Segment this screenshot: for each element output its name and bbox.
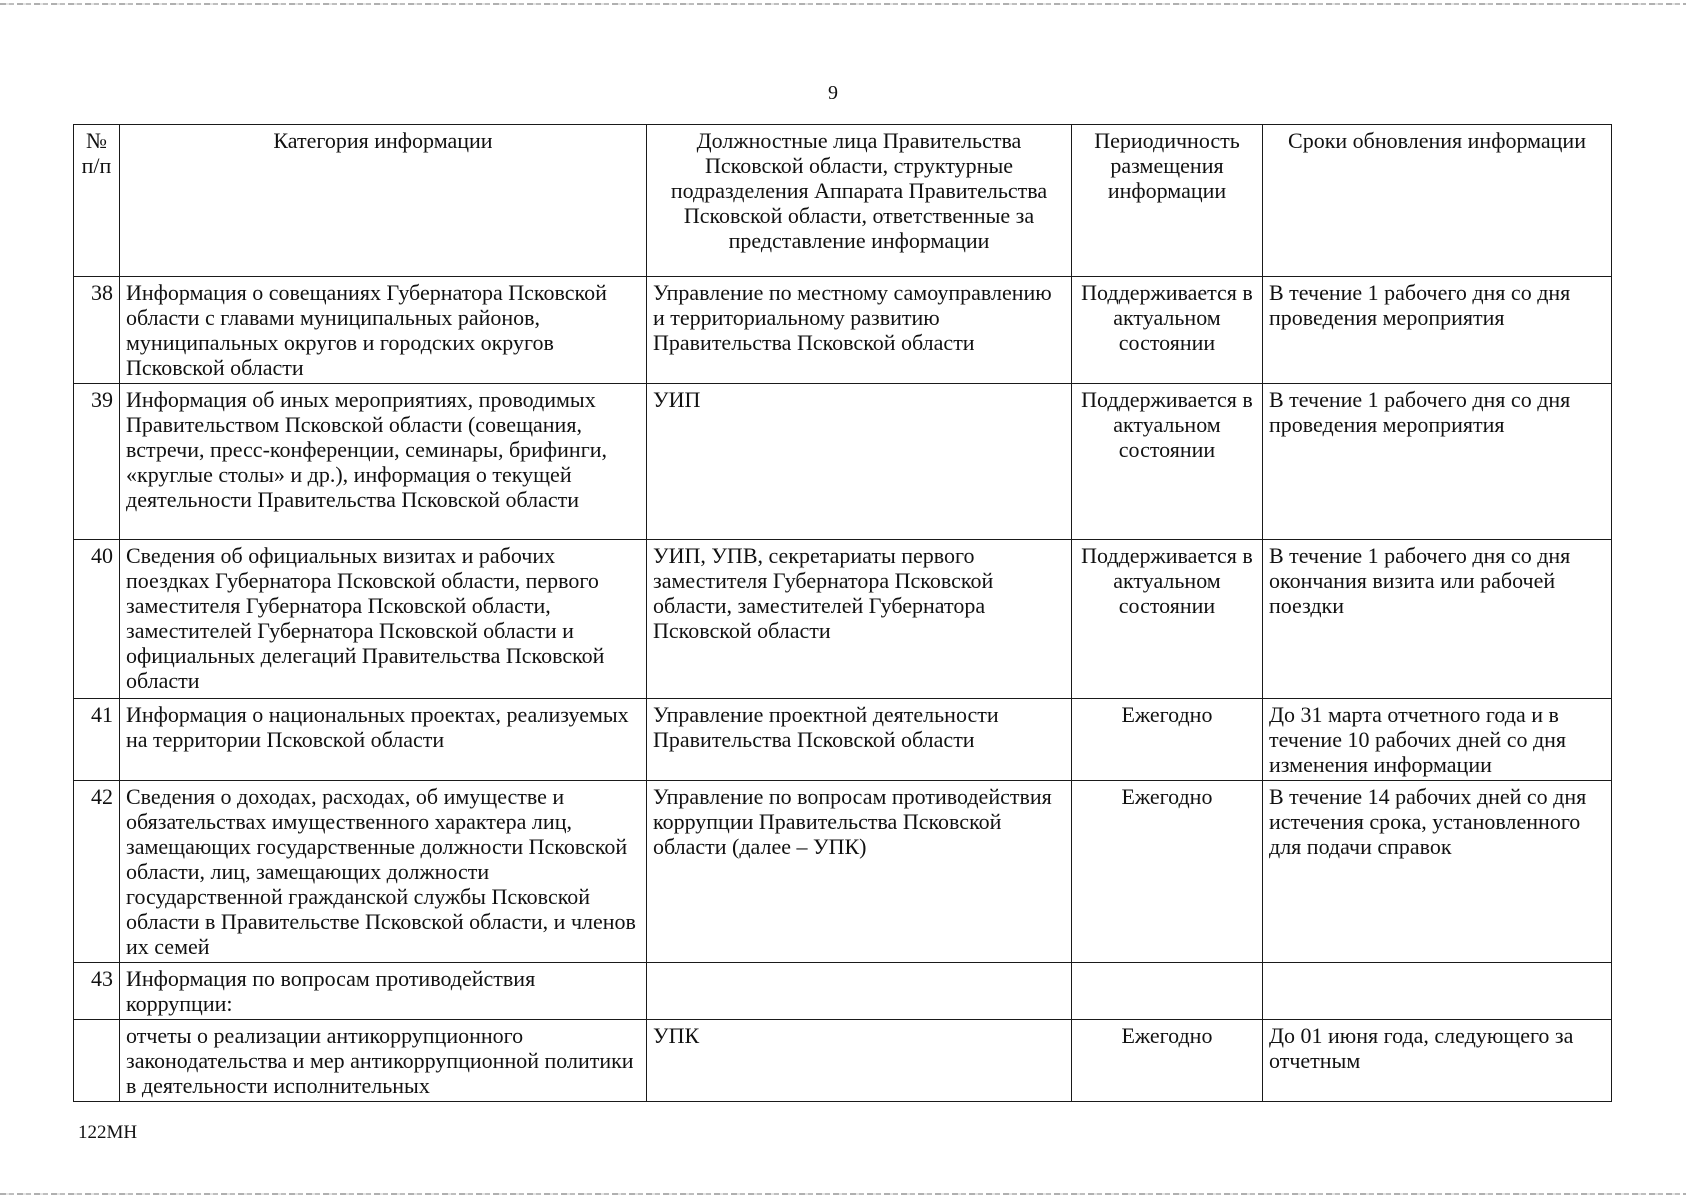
page-number: 9 [828,82,838,104]
row-periodicity [1072,963,1263,1020]
row-periodicity: Поддерживается в актуальном состоянии [1072,540,1263,699]
row-category: Информация по вопросам противодействия коррупции: [120,963,647,1020]
information-table [73,124,1612,1102]
row-officials: Управление по вопросам противодействия коррупции Правительства Псковской области (далее – УПК) [647,781,1072,963]
table-row [74,963,1612,1020]
row-category: Информация об иных мероприятиях, проводимых Правительством Псковской области (совещания, встречи, пресс-конференции, семинары, брифинги, «круглые столы» и др.), информация о текущей деятельности Правительства Псковской области [120,384,647,540]
row-periodicity: Поддерживается в актуальном состоянии [1072,277,1263,384]
row-periodicity: Ежегодно [1072,699,1263,781]
row-category: отчеты о реализации антикоррупционного законодательства и мер антикоррупционной политики в деятельности исполнительных [120,1020,647,1102]
row-category: Информация о совещаниях Губернатора Псковской области с главами муниципальных районов, муниципальных округов и городских округов Псковской области [120,277,647,384]
row-periodicity: Ежегодно [1072,781,1263,963]
header-num: № п/п [74,125,120,277]
row-officials: УИП [647,384,1072,540]
row-officials: Управление проектной деятельности Правительства Псковской области [647,699,1072,781]
row-update-terms: До 31 марта отчетного года и в течение 10 рабочих дней со дня изменения информации [1263,699,1612,781]
row-periodicity: Поддерживается в актуальном состоянии [1072,384,1263,540]
header-update-terms: Сроки обновления информации [1263,125,1612,277]
document-code: 122МН [78,1122,138,1143]
table-row [74,699,1612,781]
row-officials: Управление по местному самоуправлению и территориальному развитию Правительства Псковской области [647,277,1072,384]
row-update-terms: В течение 1 рабочего дня со дня окончания визита или рабочей поездки [1263,540,1612,699]
table-row [74,1020,1612,1102]
table-row [74,384,1612,540]
row-num [74,1020,120,1102]
row-periodicity: Ежегодно [1072,1020,1263,1102]
row-update-terms: До 01 июня года, следующего за отчетным [1263,1020,1612,1102]
table-row [74,277,1612,384]
row-category: Сведения о доходах, расходах, об имуществе и обязательствах имущественного характера лиц, замещающих государственные должности Псковской области, лиц, замещающих должности государственной гражданской службы Псковской области в Правительстве Псковской области, и членов их семей [120,781,647,963]
row-num: 43 [74,963,120,1020]
row-num: 38 [74,277,120,384]
scan-edge-bottom [0,1193,1686,1195]
row-num: 42 [74,781,120,963]
table-row [74,781,1612,963]
row-update-terms [1263,963,1612,1020]
row-num: 41 [74,699,120,781]
table-header-row [74,125,1612,277]
row-category: Информация о национальных проектах, реализуемых на территории Псковской области [120,699,647,781]
row-num: 40 [74,540,120,699]
row-update-terms: В течение 14 рабочих дней со дня истечения срока, установленного для подачи справок [1263,781,1612,963]
row-update-terms: В течение 1 рабочего дня со дня проведения мероприятия [1263,384,1612,540]
row-update-terms: В течение 1 рабочего дня со дня проведения мероприятия [1263,277,1612,384]
row-officials: УПК [647,1020,1072,1102]
header-officials: Должностные лица Правительства Псковской области, структурные подразделения Аппарата Правительства Псковской области, ответственные за представление информации [647,125,1072,277]
scan-edge-top [0,3,1686,5]
row-officials: УИП, УПВ, секретариаты первого заместителя Губернатора Псковской области, заместителей Губернатора Псковской области [647,540,1072,699]
row-officials [647,963,1072,1020]
row-category: Сведения об официальных визитах и рабочих поездках Губернатора Псковской области, первого заместителя Губернатора Псковской области, заместителей Губернатора Псковской области и официальных делегаций Правительства Псковской области [120,540,647,699]
header-category: Категория информации [120,125,647,277]
header-periodicity: Периодичность размещения информации [1072,125,1263,277]
row-num: 39 [74,384,120,540]
table-row [74,540,1612,699]
